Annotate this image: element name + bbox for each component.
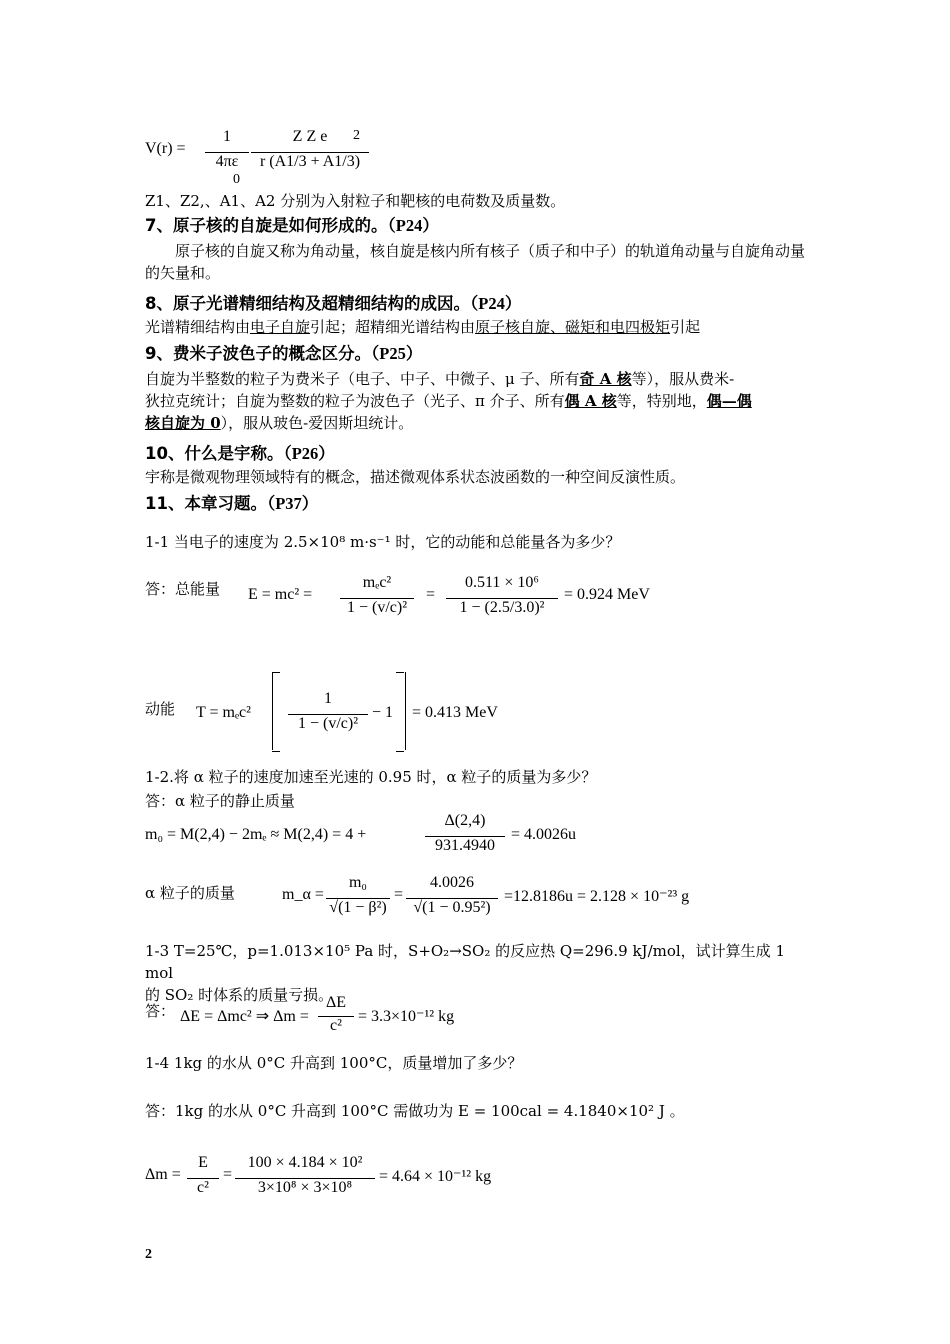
formula-frac2-den: r (A1/3 + A1/3) bbox=[251, 152, 369, 171]
problem-1-2-question: 1-2.将 α 粒子的速度加速至光速的 0.95 时，α 粒子的质量为多少？ bbox=[145, 768, 597, 786]
problem-1-2-mass-eq: m_α = m₀ √(1 − β²) = 4.0026 √(1 − 0.95²) =12.8186u = 2.128 × 10⁻²³ g bbox=[282, 874, 690, 916]
formula-exp2: 2 bbox=[353, 128, 360, 143]
problem-1-4-question: 1-4 1kg 的水从 0°C 升高到 100°C，质量增加了多少？ bbox=[145, 1054, 523, 1072]
problem-1-1-ke-label: 动能 bbox=[145, 700, 176, 718]
problem-1-3-eq: ΔE = Δmc² ⇒ Δm = ΔE c² = 3.3×10⁻¹² kg bbox=[180, 994, 455, 1034]
heading-q11: 11、本章习题。（P37） bbox=[145, 494, 319, 513]
problem-1-4-answer: 答：1kg 的水从 0°C 升高到 100°C 需做功为 E = 100cal = 4.1840×10² J 。 bbox=[145, 1102, 685, 1120]
formula-sub0: 0 bbox=[233, 172, 240, 187]
problem-1-2-mass-label: α 粒子的质量 bbox=[145, 884, 235, 902]
problem-1-2-rest-mass-eq: m₀ = M(2,4) − 2mₑ ≈ M(2,4) = 4 + Δ(2,4) 931.4940 = 4.0026u bbox=[145, 812, 577, 854]
q7-body: 原子核的自旋又称为角动量，核自旋是核内所有核子（质子和中子）的轨道角动量与自旋角动量的矢量和。 bbox=[145, 242, 806, 282]
problem-1-3-question: 1-3 T=25℃，p=1.013×10⁵ Pa 时，S+O₂→SO₂ 的反应热 Q=296.9 kJ/mol，试计算生成 1 mol 的 SO₂ 时体系的质量亏损。 bbox=[145, 942, 785, 1004]
problem-1-1-energy-eq: E = mc² = mₑc² 1 − (v/c)² = 0.511 × 10⁶ 1 − (2.5/3.0)² = 0.924 MeV bbox=[248, 574, 650, 616]
problem-1-2-answer: 答：α 粒子的静止质量 bbox=[145, 792, 295, 810]
problem-1-1-answer-label: 答：总能量 bbox=[145, 580, 221, 598]
problem-1-3-answer-label: 答： bbox=[145, 1002, 176, 1020]
heading-q8: 8、原子光谱精细结构及超精细结构的成因。（P24） bbox=[145, 294, 522, 313]
formula-lhs: V(r) = bbox=[145, 140, 186, 157]
formula-frac1-den: 4πε bbox=[205, 152, 249, 171]
z-a-description: Z1、Z2,、A1、A2 分别为入射粒子和靶核的电荷数及质量数。 bbox=[145, 192, 566, 210]
heading-q9: 9、费米子波色子的概念区分。（P25） bbox=[145, 344, 423, 363]
q9-body: 自旋为半整数的粒子为费米子（电子、中子、中微子、μ 子、所有奇 A 核等），服从费米- 狄拉克统计；自旋为整数的粒子为波色子（光子、π 介子、所有偶 A 核等，特别地，偶—偶 核自旋为 0），服从玻色-爱因斯坦统计。 bbox=[145, 370, 752, 432]
formula-frac2-num: Z Z e bbox=[292, 128, 328, 145]
q10-body: 宇称是微观物理领域特有的概念，描述微观体系状态波函数的一种空间反演性质。 bbox=[145, 468, 686, 486]
problem-1-1-question: 1-1 当电子的速度为 2.5×10⁸ m·s⁻¹ 时，它的动能和总能量各为多少？ bbox=[145, 533, 621, 551]
page-number: 2 bbox=[145, 1247, 152, 1262]
problem-1-1-ke-eq: T = mₑc² 1 1 − (v/c)² − 1 = 0.413 MeV bbox=[196, 672, 536, 752]
problem-1-4-eq: Δm = E c² = 100 × 4.184 × 10² 3×10⁸ × 3×10⁸ = 4.64 × 10⁻¹² kg bbox=[145, 1154, 492, 1196]
formula-frac1-num: 1 bbox=[223, 128, 231, 145]
heading-q7: 7、原子核的自旋是如何形成的。（P24） bbox=[145, 216, 439, 235]
q8-body: 光谱精细结构由电子自旋引起；超精细光谱结构由原子核自旋、磁矩和电四极矩引起 bbox=[145, 318, 701, 336]
heading-q10: 10、什么是宇称。（P26） bbox=[145, 444, 335, 463]
